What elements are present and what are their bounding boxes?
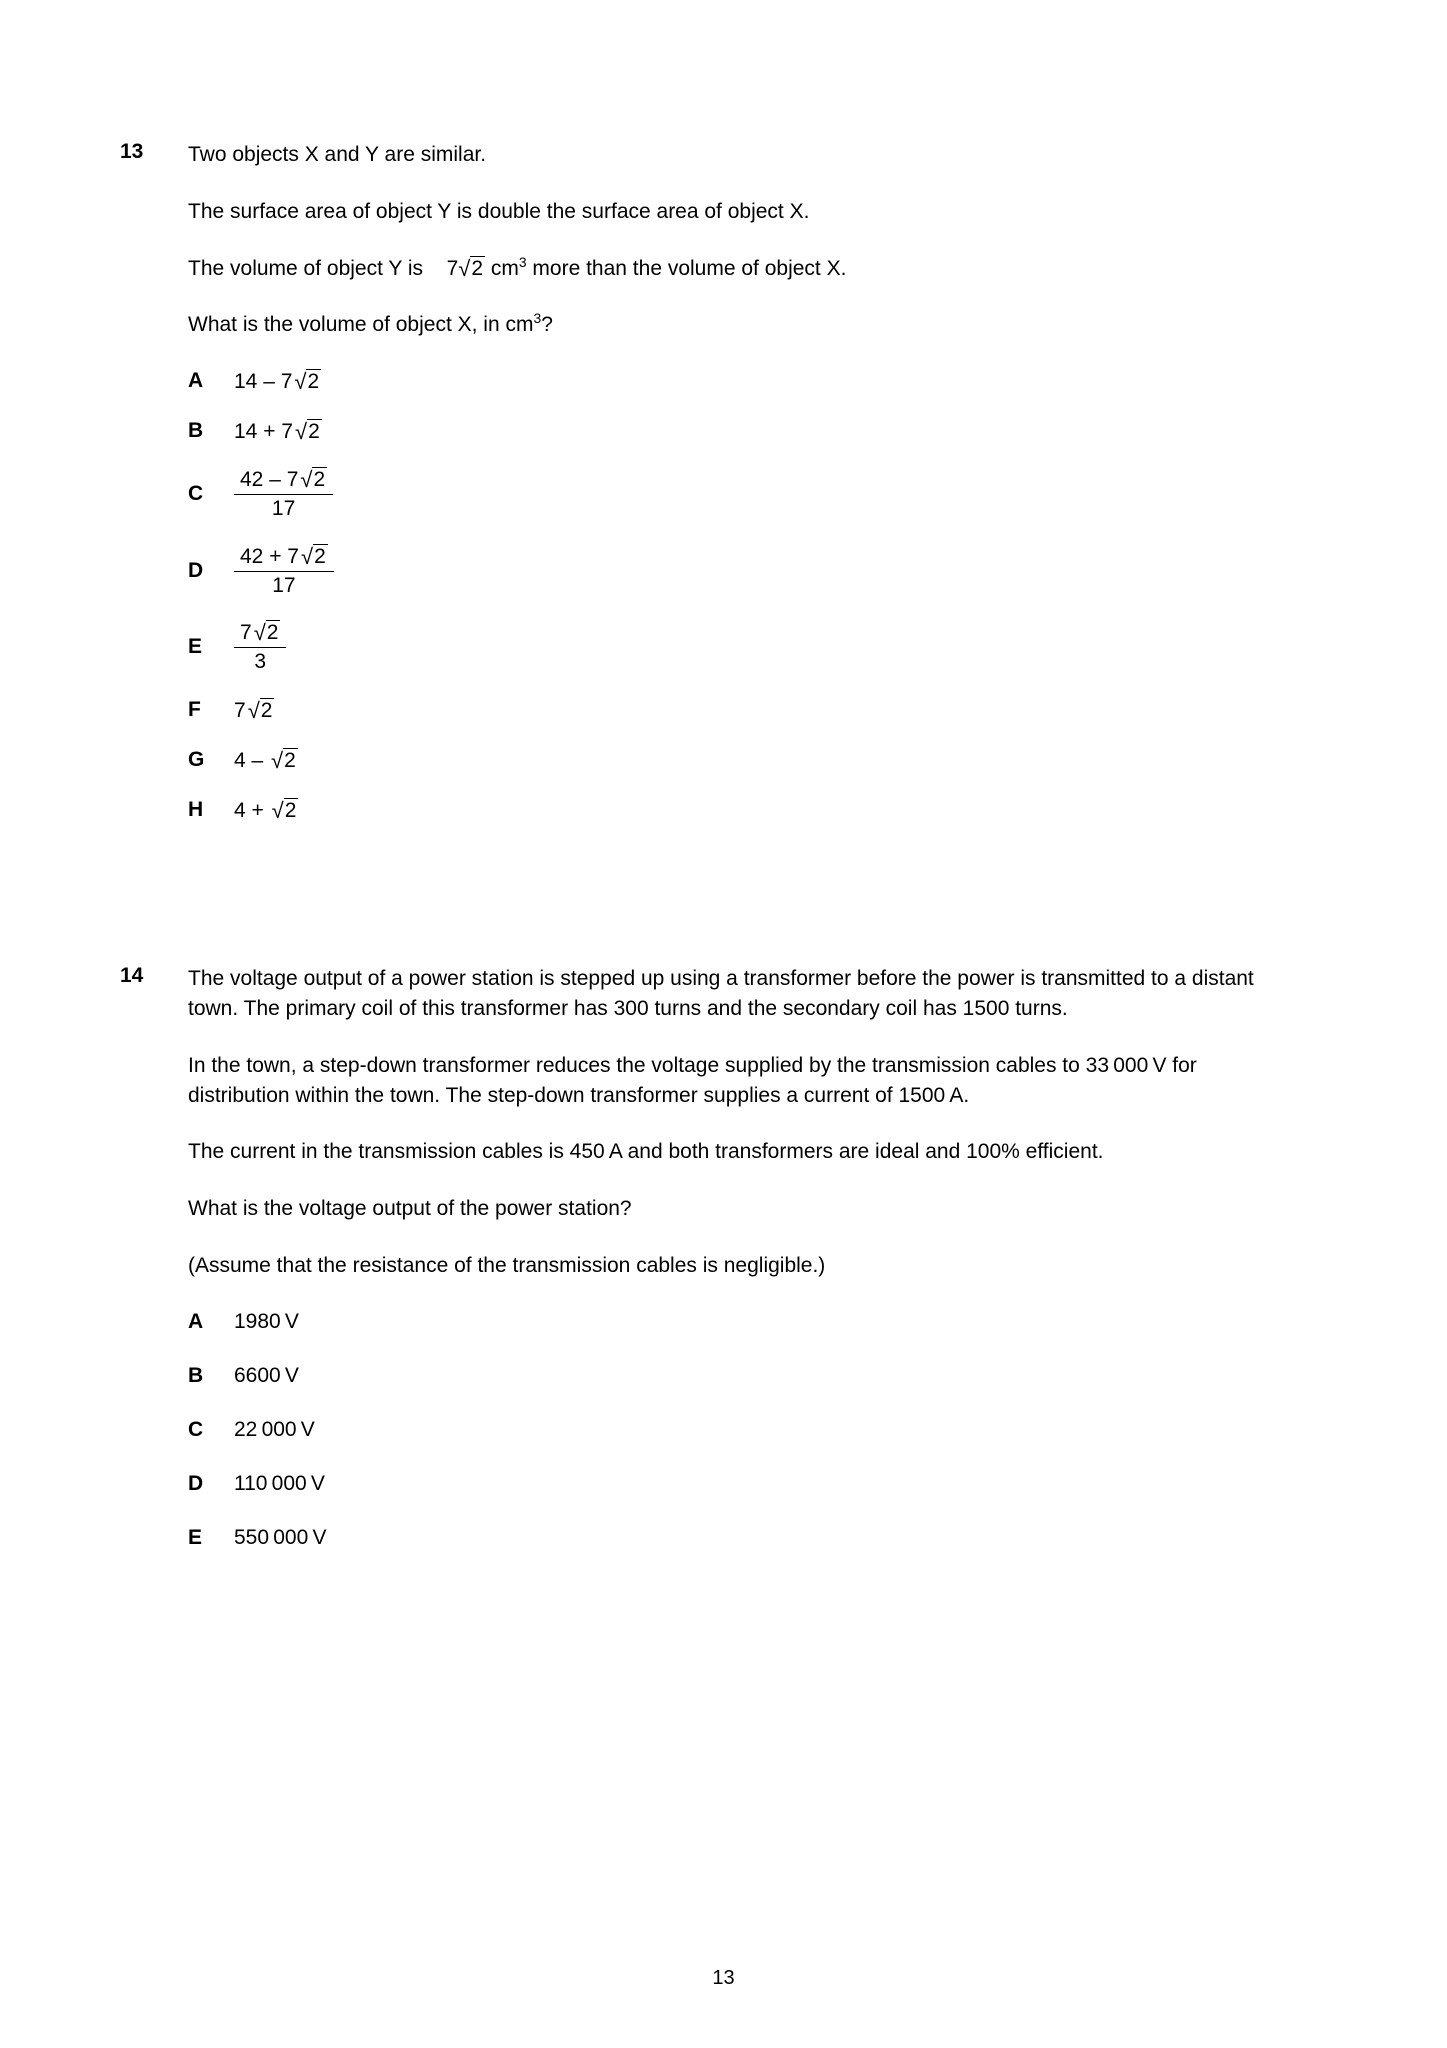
option-a-letter: A — [188, 369, 204, 393]
option-c-letter: C — [188, 1417, 204, 1441]
radical-icon: √ — [247, 697, 260, 723]
option-g-letter: G — [188, 748, 205, 772]
option-g-lead: 4 – — [234, 748, 270, 772]
option-e-letter: E — [188, 634, 203, 658]
option-a[interactable] — [188, 1308, 1297, 1336]
option-f-letter: F — [188, 698, 201, 722]
question-14 — [120, 964, 1297, 1552]
option-d-numerator — [234, 544, 334, 572]
option-a-letter: A — [188, 1309, 204, 1333]
question-13-paragraph-2: The surface area of object Y is double the surface area of object X. — [188, 199, 810, 223]
question-13-body — [188, 140, 1297, 824]
option-c-radicand: 2 — [313, 468, 326, 492]
option-e-fraction — [234, 620, 286, 674]
option-f-surd — [246, 698, 275, 723]
page-number: 13 — [712, 1967, 735, 1989]
option-d-num-lead: 42 + 7 — [240, 544, 299, 568]
option-e-radicand: 2 — [266, 620, 279, 644]
option-c-fraction — [234, 467, 333, 521]
option-c-numerator — [234, 467, 333, 495]
option-e-numerator — [234, 620, 286, 648]
option-h-surd — [270, 798, 299, 823]
question-14-body — [188, 964, 1297, 1552]
option-c-value: 22 000 V — [234, 1417, 315, 1441]
option-a-surd — [292, 369, 321, 394]
option-b-value — [234, 419, 322, 444]
option-b-letter: B — [188, 419, 204, 443]
option-e-value — [234, 620, 286, 674]
radical-icon: √ — [300, 543, 314, 569]
option-b[interactable] — [188, 1362, 1297, 1390]
option-a-value — [234, 369, 321, 394]
option-c-value — [234, 467, 333, 521]
option-c-letter: C — [188, 482, 204, 506]
question-13-paragraph-3 — [188, 254, 1297, 284]
question-14-paragraph-2: In the town, a step-down transformer reduces the voltage supplied by the transmission cables to 33 000 V for distribution within the town. The step-down transformer supplies a current of 1500 A. — [188, 1053, 1197, 1107]
option-c-num-lead: 42 – 7 — [240, 468, 299, 492]
option-e[interactable] — [188, 620, 1297, 674]
option-h[interactable] — [188, 796, 1297, 824]
option-g-value — [234, 748, 298, 773]
option-b-radicand: 2 — [308, 419, 320, 443]
radical-icon: √ — [253, 619, 266, 645]
option-d-letter: D — [188, 558, 204, 582]
option-d-fraction — [234, 544, 334, 598]
question-13-number: 13 — [120, 140, 144, 163]
question-14-paragraph-5: (Assume that the resistance of the transmission cables is negligible.) — [188, 1253, 826, 1277]
option-e[interactable] — [188, 1524, 1297, 1552]
option-d[interactable] — [188, 544, 1297, 598]
option-g[interactable] — [188, 746, 1297, 774]
option-e-denominator: 3 — [254, 649, 267, 673]
radical-icon: √ — [458, 255, 471, 281]
option-c[interactable] — [188, 1416, 1297, 1444]
option-b-letter: B — [188, 1363, 204, 1387]
q13-p3-surd — [445, 254, 485, 284]
option-d-denominator: 17 — [272, 573, 296, 597]
radical-icon: √ — [271, 797, 284, 823]
option-h-letter: H — [188, 798, 204, 822]
option-c-denominator: 17 — [271, 497, 296, 521]
option-b-lead: 14 + 7 — [234, 419, 293, 443]
question-14-paragraph-3: The current in the transmission cables is 450 A and both transformers are ideal and 100% efficient. — [188, 1140, 1104, 1164]
radical-icon: √ — [300, 467, 313, 493]
option-a-lead: 14 – 7 — [234, 369, 293, 393]
option-g-surd — [269, 748, 298, 773]
question-13 — [120, 140, 1297, 824]
question-separator — [120, 846, 1297, 964]
option-b-value: 6600 V — [234, 1363, 299, 1387]
q13-p3-text-a: The volume of object Y is — [188, 256, 424, 280]
q13-p3-radicand: 2 — [471, 256, 484, 280]
q13-p4-exponent: 3 — [533, 310, 542, 327]
option-f[interactable] — [188, 696, 1297, 724]
q13-p3-unit-exponent: 3 — [518, 253, 527, 270]
question-13-options — [188, 367, 1297, 824]
q13-p3-unit: cm — [490, 256, 519, 280]
option-d[interactable] — [188, 1470, 1297, 1498]
q13-p4-text-a: What is the volume of object X, in cm — [188, 313, 534, 337]
option-e-num-lead: 7 — [240, 620, 252, 644]
q13-p4-text-b: ? — [541, 313, 553, 337]
question-14-paragraph-4: What is the voltage output of the power station? — [188, 1197, 632, 1221]
radical-icon: √ — [294, 418, 308, 444]
option-d-radicand: 2 — [314, 544, 326, 568]
option-f-value — [234, 698, 274, 723]
option-f-radicand: 2 — [260, 698, 273, 722]
option-e-letter: E — [188, 1525, 203, 1549]
option-c[interactable] — [188, 467, 1297, 521]
option-d-value: 110 000 V — [234, 1471, 325, 1495]
option-d-surd — [299, 544, 328, 569]
radical-icon: √ — [271, 747, 284, 773]
question-14-options — [188, 1308, 1297, 1552]
question-13-paragraph-4 — [188, 310, 1297, 340]
option-d-value — [234, 544, 334, 598]
option-b[interactable] — [188, 417, 1297, 445]
radical-icon: √ — [294, 368, 307, 394]
option-d-letter: D — [188, 1471, 204, 1495]
option-b-surd — [293, 419, 322, 444]
option-a[interactable] — [188, 367, 1297, 395]
question-14-paragraph-1: The voltage output of a power station is stepped up using a transformer before the power is transmitted to a distant town. The primary coil of this transformer has 300 turns and the secondary coil has 1500 turns. — [188, 967, 1254, 1020]
option-e-value: 550 000 V — [234, 1525, 327, 1549]
option-c-surd — [298, 467, 327, 492]
option-g-radicand: 2 — [284, 748, 296, 772]
option-a-value: 1980 V — [234, 1309, 299, 1333]
option-h-lead: 4 + — [234, 798, 270, 822]
q13-p3-coefficient: 7 — [446, 256, 459, 280]
q13-p3-text-c: more than the volume of object X. — [532, 256, 847, 280]
option-e-surd — [252, 620, 281, 645]
question-13-paragraph-1: Two objects X and Y are similar. — [188, 143, 487, 166]
option-f-lead: 7 — [234, 698, 246, 722]
option-h-radicand: 2 — [284, 798, 297, 822]
question-14-number: 14 — [120, 964, 144, 988]
option-a-radicand: 2 — [307, 369, 320, 393]
option-h-value — [234, 798, 298, 823]
